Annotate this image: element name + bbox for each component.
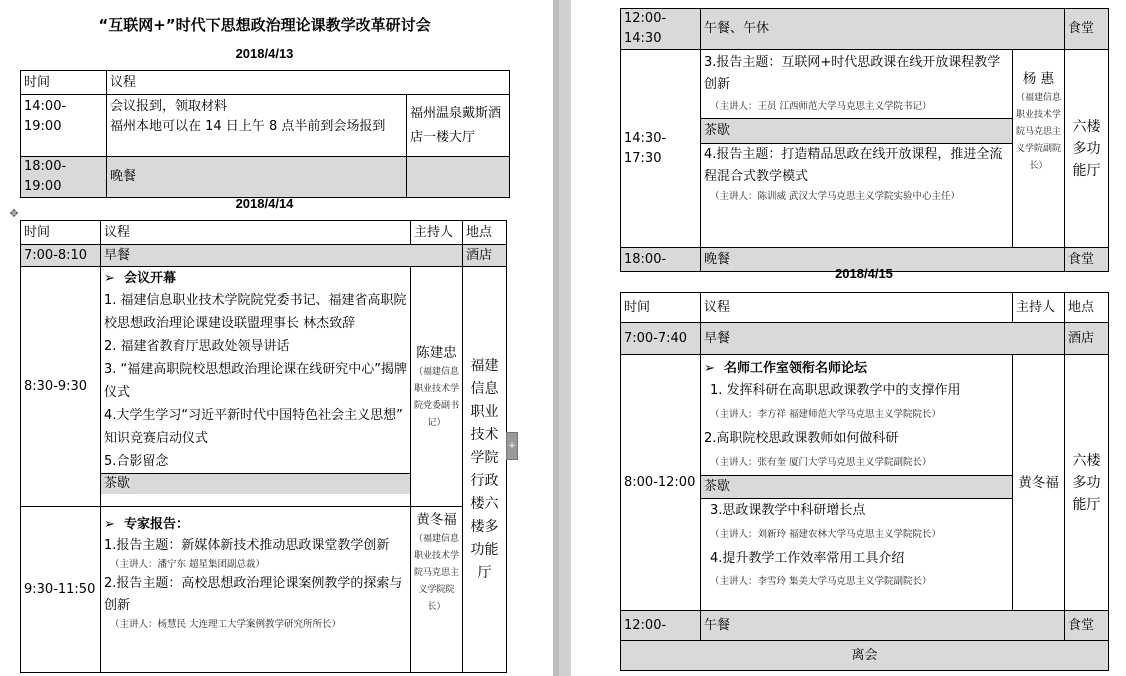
header-agenda: 议程 [101,221,411,245]
agenda-cell: 晚餐 [701,248,1065,272]
header-host: 主持人 [411,221,463,245]
table-header-row [621,293,1109,323]
agenda-cell [101,507,411,673]
speaker-note: （主讲人：李雪玲 集美大学马克思主义学院副院长） [710,576,932,587]
section-heading-text: 会议开幕 [123,271,176,286]
venue-cell: 酒店 [1065,323,1109,355]
venue-cell: 食堂 [1065,9,1109,50]
time-cell: 12:00- [621,611,701,641]
leave-cell: 离会 [621,641,1109,671]
host-name: 杨 惠 [1022,71,1055,87]
document-page-left [0,0,553,676]
table-row [21,267,507,507]
speaker-note: （主讲人：王员 江西师范大学马克思主义学院书记） [710,101,932,112]
table-row [621,9,1109,50]
header-venue: 地点 [463,221,507,245]
agenda-cell: 午餐 [701,611,1065,641]
venue-cell: 福建信息职业技术学院行政楼六楼多功能厅 [463,267,507,673]
agenda-cell [101,267,411,507]
speaker-note: （主讲人：张有奎 厦门大学马克思主义学院副院长） [710,457,932,468]
date-heading-day2: 2018/4/14 [235,196,294,211]
date-heading-day1: 2018/4/13 [235,46,294,61]
speaker-note: （主讲人：李方祥 福建师范大学马克思主义学院院长） [710,409,942,420]
speaker-note: （主讲人：杨慧民 大连理工大学案例教学研究所所长） [110,619,342,630]
agenda-cell [107,95,407,157]
table-row [621,611,1109,641]
agenda-item: 1.报告主题：新媒体新技术推动思政课堂教学创新 [104,538,390,553]
section-heading-text: 名师工作室领衔名师论坛 [723,361,867,376]
scroll-handle[interactable]: + [506,432,518,460]
agenda-item: 4.提升教学工作效率常用工具介绍 [710,551,905,566]
venue-cell: 食堂 [1065,611,1109,641]
agenda-item: 2. 福建省教育厅思政处领导讲话 [104,339,290,354]
section-heading: ➢ 专家报告： [104,517,189,532]
date-heading-day3: 2018/4/15 [835,266,893,281]
document-title: “互联网+”时代下思想政治理论课教学改革研讨会 [98,16,431,34]
agenda-cell: 早餐 [101,245,463,267]
time-cell: 14:00-19:00 [21,95,107,157]
venue-cell: 福州温泉戴斯酒店一楼大厅 [407,95,510,157]
schedule-table-day2-continued [620,8,1109,272]
table-header-row [21,71,510,95]
venue-cell: 食堂 [1065,248,1109,272]
section-heading: ➢ 名师工作室领衔名师论坛 [704,361,867,376]
table-move-handle-icon[interactable]: ✥ [9,207,19,220]
venue-cell: 六楼多功能厅 [1065,355,1109,611]
speaker-note: （主讲人：陈训威 武汉大学马克思主义学院实验中心主任） [710,191,961,202]
section-heading-text: 专家报告： [123,517,189,532]
tea-break: 茶歇 [101,473,410,494]
host-cell: 黄冬福 [1013,355,1065,611]
venue-cell [407,157,510,198]
agenda-item: 5.合影留念 [104,454,169,469]
header-time: 时间 [621,293,701,323]
table-row [21,507,507,673]
agenda-item: 4.报告主题：打造精品思政在线开放课程，推进全流程混合式教学模式 [704,147,1003,184]
agenda-item: 1. 福建信息职业技术学院院党委书记、福建省高职院校思想政治理论课建设联盟理事长 林杰致辞 [104,293,407,331]
host-name: 黄冬福 [416,512,457,528]
time-cell: 7:00-7:40 [621,323,701,355]
host-cell [411,267,463,507]
schedule-table-day3 [620,292,1109,671]
table-header-row [21,221,507,245]
agenda-cell: 早餐 [701,323,1065,355]
time-cell: 12:00-14:30 [621,9,701,50]
agenda-item: 3.思政课教学中科研增长点 [710,503,866,518]
header-venue: 地点 [1065,293,1109,323]
speaker-note: （主讲人：刘新玲 福建农林大学马克思主义学院院长） [710,529,942,540]
agenda-item: 3. “福建高职院校思想政治理论课在线研究中心”揭牌仪式 [104,362,408,400]
agenda-cell [701,50,1013,248]
tea-break: 茶歇 [701,475,1012,499]
schedule-table-day2 [20,220,507,673]
header-agenda: 议程 [701,293,1013,323]
header-time: 时间 [21,71,107,95]
host-cell [1013,50,1065,248]
host-note: （福建信息职业技术学院党委副书记） [414,366,460,428]
host-note: （福建信息职业技术学院马克思主义学院副院长） [1016,93,1062,171]
time-cell: 9:30-11:50 [21,507,101,673]
speaker-note: （主讲人：潘宁东 超星集团副总裁） [110,559,266,570]
time-cell: 14:30-17:30 [621,50,701,248]
time-cell: 8:00-12:00 [621,355,701,611]
agenda-line: 福州本地可以在 14 日上午 8 点半前到会场报到 [110,119,386,134]
time-cell: 18:00-19:00 [21,157,107,198]
host-cell [411,507,463,673]
table-row [621,641,1109,671]
table-row [621,323,1109,355]
agenda-cell: 晚餐 [107,157,407,198]
agenda-item: 2.高职院校思政课教师如何做科研 [704,431,899,446]
page-gutter [553,0,571,676]
agenda-cell: 午餐、午休 [701,9,1065,50]
time-cell: 7:00-8:10 [21,245,101,267]
agenda-item: 4.大学生学习“习近平新时代中国特色社会主义思想” 知识竞赛启动仪式 [104,408,403,446]
document-page-right [571,0,1126,676]
table-row [621,50,1109,248]
table-row [21,245,507,267]
agenda-item: 1. 发挥科研在高职思政课教学中的支撑作用 [710,383,961,398]
host-note: （福建信息职业技术学院马克思主义学院院长） [414,534,460,612]
schedule-table-day1 [20,70,510,198]
time-cell: 8:30-9:30 [21,267,101,507]
agenda-line: 会议报到，领取材料 [110,99,228,114]
venue-cell: 酒店 [463,245,507,267]
gutter-edge [553,0,559,676]
table-row [621,355,1109,611]
agenda-cell [701,355,1013,611]
venue-cell: 六楼多功能厅 [1065,50,1109,248]
header-time: 时间 [21,221,101,245]
agenda-item: 2.报告主题：高校思想政治理论课案例教学的探索与创新 [104,576,403,613]
time-cell: 18:00- [621,248,701,272]
tea-break: 茶歇 [701,118,1012,144]
host-name: 陈建忠 [416,344,457,361]
header-agenda: 议程 [107,71,510,95]
table-row [21,95,510,157]
header-host: 主持人 [1013,293,1065,323]
table-row [21,157,510,198]
section-heading: ➢ 会议开幕 [104,271,176,286]
agenda-item: 3.报告主题：互联网+时代思政课在线开放课程教学创新 [704,55,1001,92]
